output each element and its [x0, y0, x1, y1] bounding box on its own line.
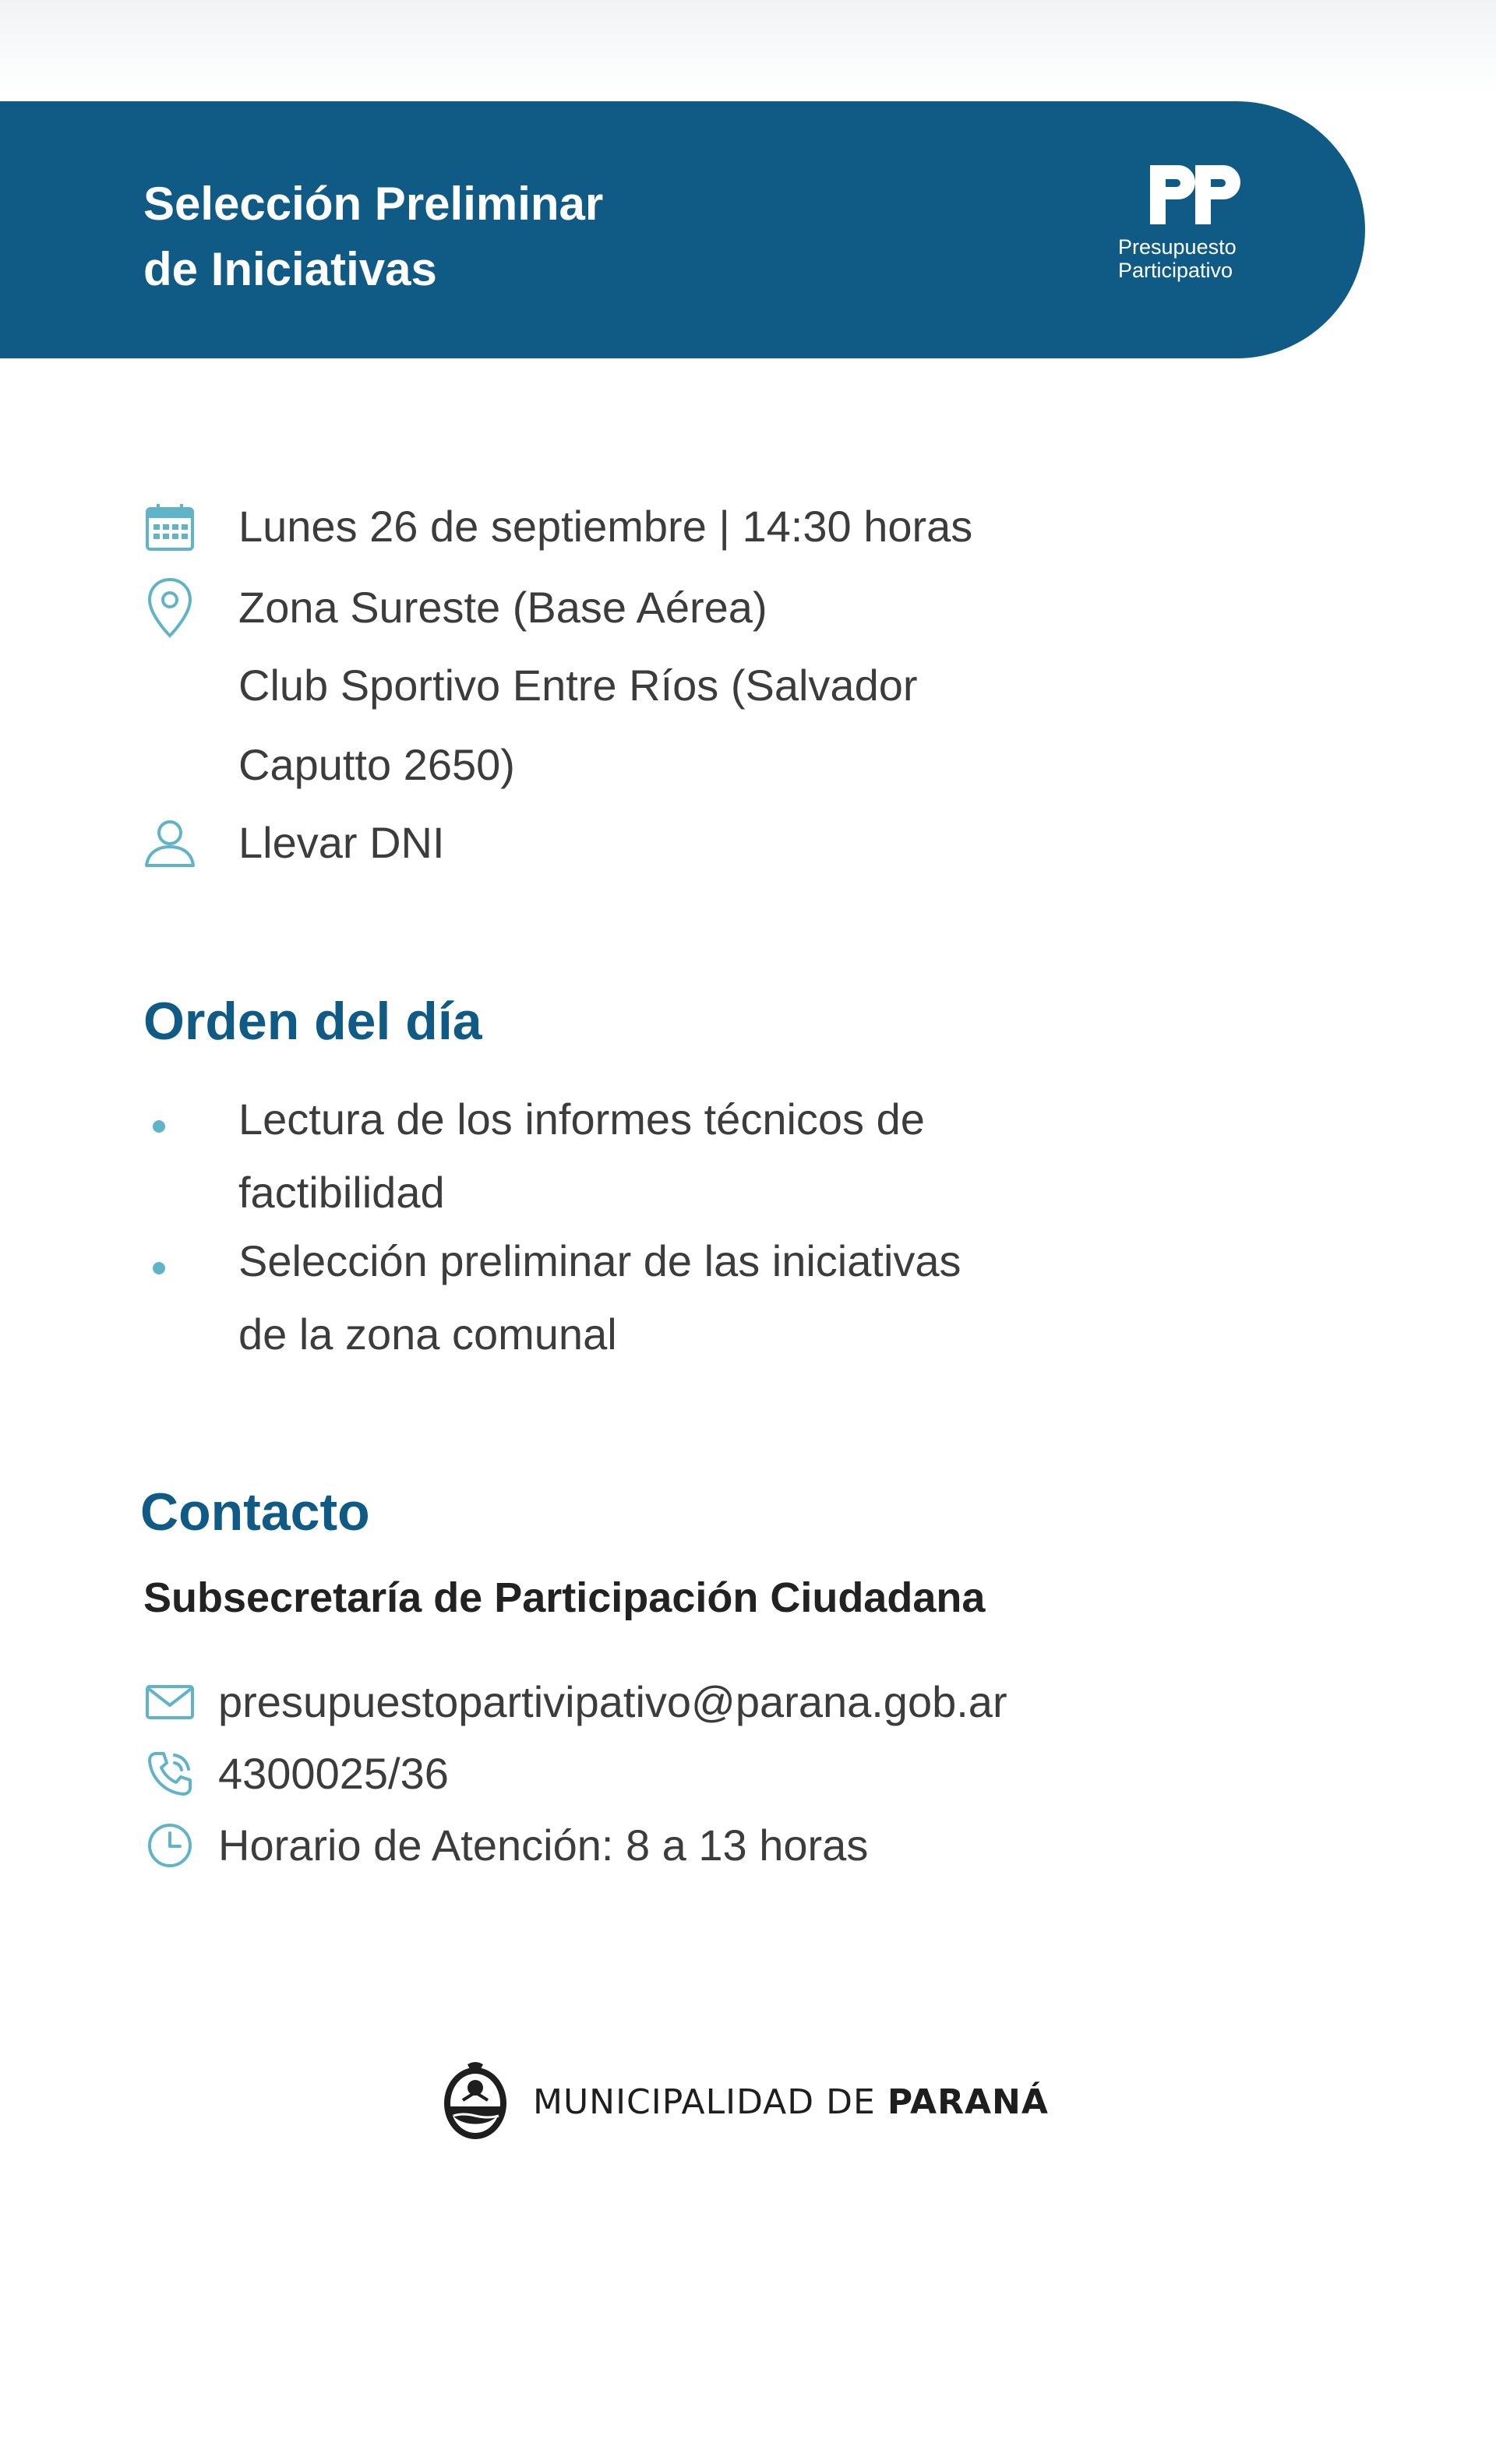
location-line-3: Caputto 2650): [238, 740, 515, 789]
bullet-dot: [153, 1120, 165, 1133]
presupuesto-participativo-logo: [1116, 162, 1279, 282]
phone-row: [140, 1739, 449, 1809]
location-line-1: Zona Sureste (Base Aérea): [238, 583, 767, 632]
municipality-city: PARANÁ: [887, 2082, 1049, 2122]
logo-caption: [1118, 235, 1279, 282]
title-line-1: Selección Preliminar: [143, 178, 604, 230]
list-item-line-2: de la zona comunal: [238, 1310, 617, 1359]
phone-number[interactable]: 4300025/36: [218, 1749, 449, 1798]
logo-caption-line-2: Participativo: [1118, 259, 1233, 282]
contact-office: Subsecretaría de Participación Ciudadana: [143, 1574, 986, 1621]
requirement-text: Llevar DNI: [238, 818, 445, 867]
email-row: [140, 1667, 1007, 1737]
municipality-prefix: MUNICIPALIDAD DE: [533, 2082, 876, 2122]
list-item-line-1: Lectura de los informes técnicos de: [238, 1095, 925, 1144]
list-item-text: [238, 1225, 961, 1371]
pp-logo-icon: [1147, 162, 1244, 227]
email-link[interactable]: presupuestopartivipativo@parana.gob.ar: [218, 1677, 1007, 1726]
header-banner: [0, 101, 1365, 358]
footer: [439, 2061, 1049, 2142]
agenda-title: Orden del día: [143, 992, 482, 1051]
clock-icon: [140, 1816, 199, 1875]
hours-row: [140, 1810, 868, 1881]
list-item-line-2: factibilidad: [238, 1168, 445, 1217]
calendar-icon: [140, 497, 199, 556]
title-line-2: de Iniciativas: [143, 243, 437, 295]
logo-caption-line-1: Presupuesto: [1118, 235, 1237, 259]
list-item-line-1: Selección preliminar de las iniciativas: [238, 1236, 961, 1285]
user-icon: [140, 813, 199, 872]
municipal-seal-icon: [439, 2061, 511, 2142]
hours-text: Horario de Atención: 8 a 13 horas: [218, 1821, 869, 1870]
page-title: [143, 171, 603, 302]
location-pin-icon: [140, 578, 199, 637]
contact-title: Contacto: [140, 1482, 370, 1542]
bullet-dot: [153, 1262, 165, 1274]
mail-icon: [140, 1673, 199, 1732]
date-time-row: [140, 488, 972, 566]
phone-icon: [140, 1744, 199, 1803]
date-time-text: Lunes 26 de septiembre | 14:30 horas: [238, 502, 973, 551]
list-item-text: [238, 1083, 925, 1229]
requirement-row: [140, 804, 445, 882]
location-row: [140, 569, 767, 647]
municipality-name: [533, 2082, 1049, 2122]
location-line-2: Club Sportivo Entre Ríos (Salvador: [238, 661, 918, 710]
